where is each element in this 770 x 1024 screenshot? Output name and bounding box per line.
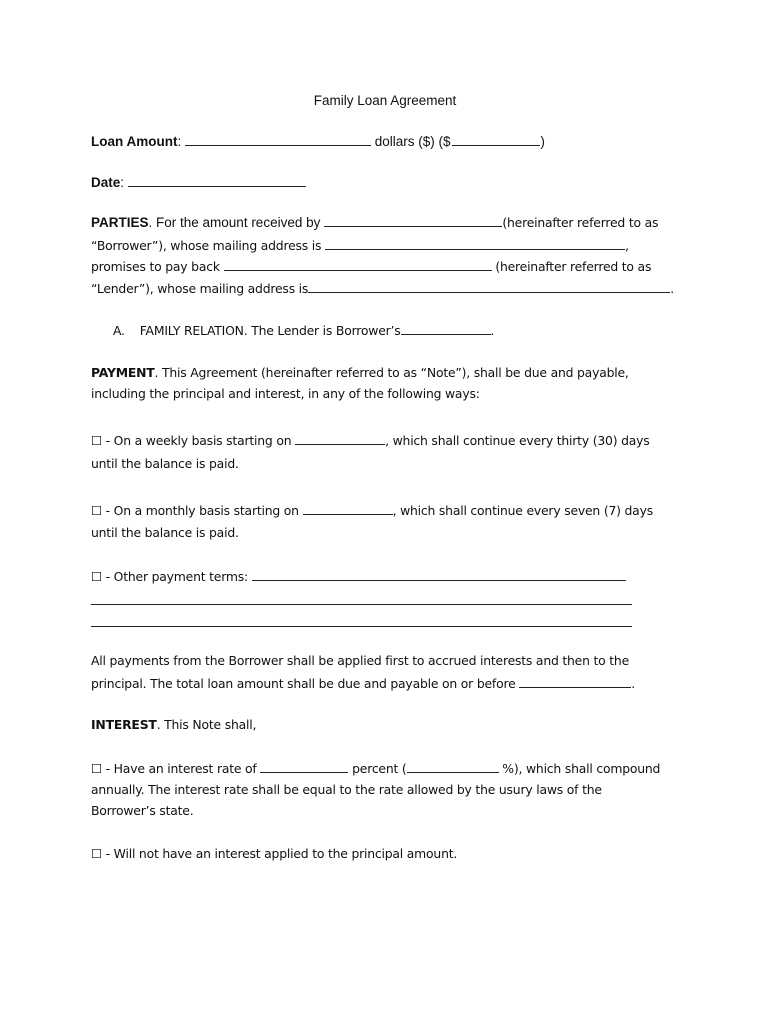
interest-rate-line-3: Borrower’s state. bbox=[91, 803, 194, 818]
weekly-start-field[interactable] bbox=[295, 432, 385, 445]
list-marker: A. bbox=[113, 323, 125, 338]
parties-label: PARTIES bbox=[91, 215, 149, 230]
parties-line-1: PARTIES. For the amount received by (hereinafter referred to as bbox=[91, 215, 659, 230]
dollars-text: dollars ($) ($ bbox=[374, 134, 451, 149]
monthly-option-row: ☐ - On a monthly basis starting on , which shall continue every seven (7) days bbox=[91, 503, 653, 518]
interest-rate-row: ☐ - Have an interest rate of percent ( %), which shall compound bbox=[91, 761, 661, 776]
lender-name-field[interactable] bbox=[224, 258, 492, 271]
family-relation-field[interactable] bbox=[401, 322, 491, 335]
interest-rate-field[interactable] bbox=[260, 760, 348, 773]
borrower-name-field[interactable] bbox=[324, 214, 502, 227]
payment-line-2: including the principal and interest, in any of the following ways: bbox=[91, 386, 480, 401]
interest-rate-line-2: annually. The interest rate shall be equal to the rate allowed by the usury laws of the bbox=[91, 782, 602, 797]
applied-line-1: All payments from the Borrower shall be applied first to accrued interests and then to the bbox=[91, 653, 630, 668]
monthly-start-field[interactable] bbox=[303, 502, 393, 515]
monthly-option-line-2: until the balance is paid. bbox=[91, 525, 239, 540]
document-title: Family Loan Agreement bbox=[313, 93, 457, 108]
loan-amount-field[interactable] bbox=[185, 133, 371, 146]
weekly-checkbox[interactable]: ☐ bbox=[91, 433, 102, 448]
loan-amount-numeric-field[interactable] bbox=[452, 133, 540, 146]
parties-line-2: “Borrower”), whose mailing address is , bbox=[91, 238, 629, 253]
date-row: Date: bbox=[91, 174, 306, 190]
other-checkbox[interactable]: ☐ bbox=[91, 569, 102, 584]
payment-line-1: PAYMENT. This Agreement (hereinafter referred to as “Note”), shall be due and payable, bbox=[91, 365, 629, 380]
other-terms-field-1[interactable] bbox=[252, 568, 626, 581]
other-terms-field-2[interactable] bbox=[91, 604, 632, 605]
interest-label: INTEREST bbox=[91, 717, 157, 732]
lender-address-field[interactable] bbox=[308, 280, 670, 293]
applied-line-2: principal. The total loan amount shall be due and payable on or before . bbox=[91, 676, 635, 691]
borrower-address-field[interactable] bbox=[325, 237, 625, 250]
loan-amount-label: Loan Amount bbox=[91, 134, 178, 149]
other-terms-field-3[interactable] bbox=[91, 626, 632, 627]
date-label: Date bbox=[91, 175, 121, 190]
parties-line-3: promises to pay back (hereinafter referred to as bbox=[91, 259, 652, 274]
other-option-row: ☐ - Other payment terms: bbox=[91, 568, 626, 584]
parties-line-4: “Lender”), whose mailing address is . bbox=[91, 281, 674, 296]
date-field[interactable] bbox=[128, 174, 306, 187]
no-interest-checkbox[interactable]: ☐ bbox=[91, 846, 102, 861]
loan-amount-row: Loan Amount: dollars ($) ($ ) bbox=[91, 134, 545, 149]
interest-percent-field[interactable] bbox=[407, 760, 499, 773]
weekly-option-line-2: until the balance is paid. bbox=[91, 456, 239, 471]
due-date-field[interactable] bbox=[519, 675, 631, 688]
weekly-option-row: ☐ - On a weekly basis starting on , which shall continue every thirty (30) days bbox=[91, 433, 650, 448]
monthly-checkbox[interactable]: ☐ bbox=[91, 503, 102, 518]
interest-heading: INTEREST. This Note shall, bbox=[91, 717, 257, 732]
interest-rate-checkbox[interactable]: ☐ bbox=[91, 761, 102, 776]
family-relation-row: A. FAMILY RELATION. The Lender is Borrower’s . bbox=[113, 323, 495, 338]
payment-label: PAYMENT bbox=[91, 365, 155, 380]
no-interest-row: ☐ - Will not have an interest applied to the principal amount. bbox=[91, 846, 458, 861]
